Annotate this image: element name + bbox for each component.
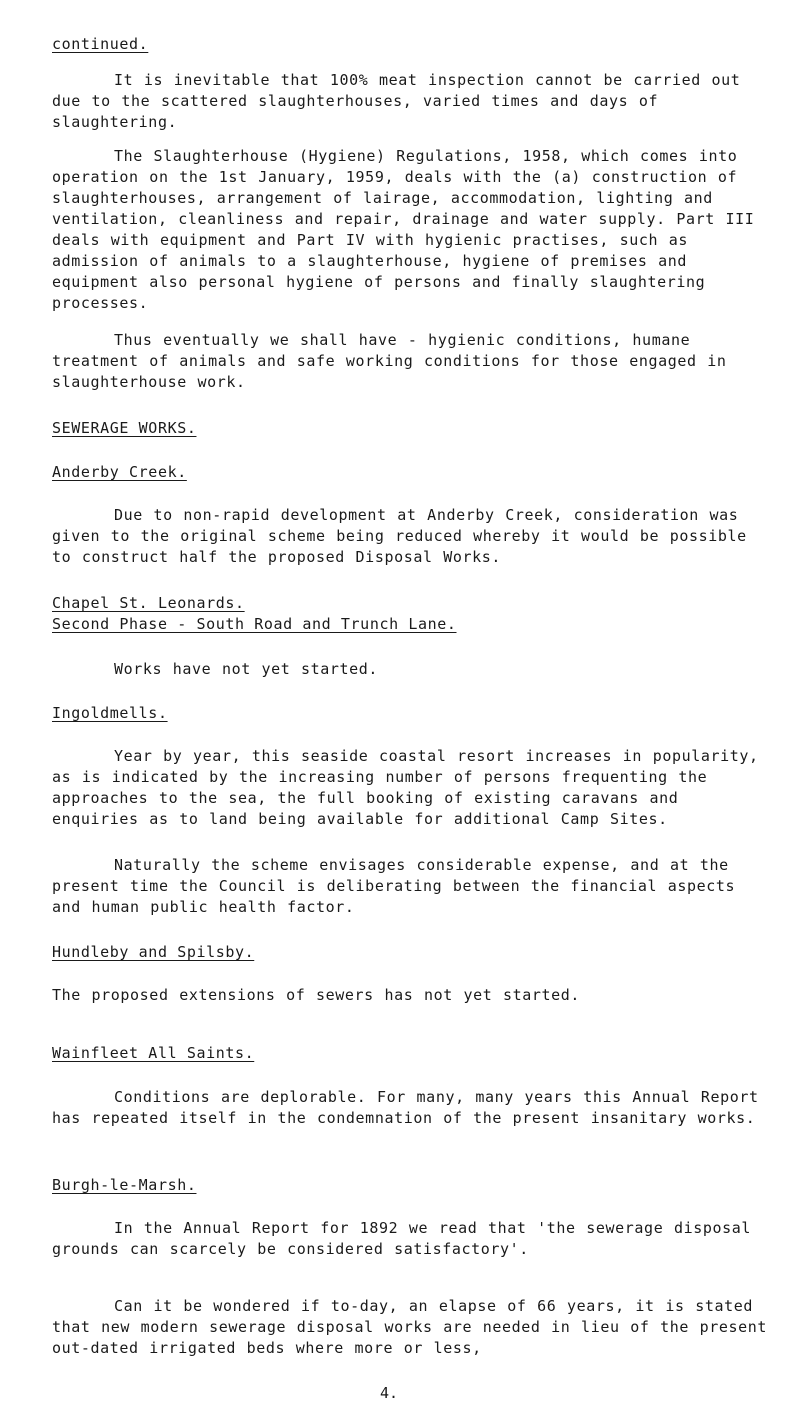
paragraph: It is inevitable that 100% meat inspection cannot be carried out due to the scattered slaughterhouses, varied times and days of slaughtering.: [52, 71, 741, 131]
sewerage-heading-block: [52, 418, 772, 439]
subsection-subheading: Second Phase - South Road and Trunch Lane.: [52, 615, 457, 633]
paragraph: Thus eventually we shall have - hygienic conditions, humane treatment of animals and safe working conditions for those engaged in slaughterhouse work.: [52, 331, 727, 391]
subsection-heading: Wainfleet All Saints.: [52, 1044, 255, 1062]
subsection-heading: Chapel St. Leonards.: [52, 594, 245, 612]
slaughterhouse-para-2: [52, 146, 772, 314]
slaughterhouse-para-1: [52, 70, 772, 133]
continued-label-block: [52, 34, 772, 55]
ingoldmells-heading-block: [52, 703, 772, 724]
paragraph: Naturally the scheme envisages considerable expense, and at the present time the Council is deliberating between the financial aspects and human public health factor.: [52, 856, 736, 916]
hundleby-heading-block: [52, 942, 772, 963]
page-number: 4.: [380, 1384, 399, 1402]
chapel-text-block: [52, 659, 772, 680]
subsection-heading: Hundleby and Spilsby.: [52, 943, 255, 961]
section-heading: SEWERAGE WORKS.: [52, 419, 197, 437]
paragraph: Can it be wondered if to-day, an elapse of 66 years, it is stated that new modern sewerage disposal works are needed in lieu of the present out-dated irrigated beds where more or less,: [52, 1297, 768, 1357]
burgh-heading-block: [52, 1175, 772, 1196]
paragraph: Conditions are deplorable. For many, many years this Annual Report has repeated itself in the condemnation of the present insanitary works.: [52, 1088, 759, 1127]
paragraph: In the Annual Report for 1892 we read that 'the sewerage disposal grounds can scarcely be considered satisfactory'.: [52, 1219, 751, 1258]
anderby-text-block: [52, 505, 772, 568]
wainfleet-text-block: [52, 1087, 772, 1129]
anderby-heading-block: [52, 462, 772, 483]
subsection-heading: Ingoldmells.: [52, 704, 168, 722]
ingoldmells-para-2: [52, 855, 772, 918]
ingoldmells-para-1: [52, 746, 772, 830]
burgh-para-2: [52, 1296, 772, 1359]
paragraph: Due to non-rapid development at Anderby Creek, consideration was given to the original scheme being reduced whereby it would be possible to construct half the proposed Disposal Works.: [52, 506, 747, 566]
subsection-heading: Burgh-le-Marsh.: [52, 1176, 197, 1194]
hundleby-text-block: [52, 985, 772, 1006]
paragraph: Year by year, this seaside coastal resort increases in popularity, as is indicated by the increasing number of persons frequenting the approaches to the sea, the full booking of existing caravans and enquiries as to land being available for additional Camp Sites.: [52, 747, 759, 828]
paragraph: The Slaughterhouse (Hygiene) Regulations, 1958, which comes into operation on the 1st January, 1959, deals with the (a) construction of slaughterhouses, arrangement of lairage, accommodation, lighting and ventilation, cleanliness and repair, drainage and water supply. Part III deals with equipment and Part IV with hygienic practises, such as admission of animals to a slaughterhouse, hygiene of premises and equipment also personal hygiene of persons and finally slaughtering processes.: [52, 147, 755, 312]
slaughterhouse-para-3: [52, 330, 772, 393]
continued-label: continued.: [52, 35, 149, 53]
wainfleet-heading-block: [52, 1043, 772, 1064]
subsection-heading: Anderby Creek.: [52, 463, 187, 481]
paragraph: The proposed extensions of sewers has not yet started.: [52, 986, 581, 1004]
burgh-para-1: [52, 1218, 772, 1260]
paragraph: Works have not yet started.: [114, 660, 379, 678]
chapel-heading-block: [52, 593, 772, 635]
